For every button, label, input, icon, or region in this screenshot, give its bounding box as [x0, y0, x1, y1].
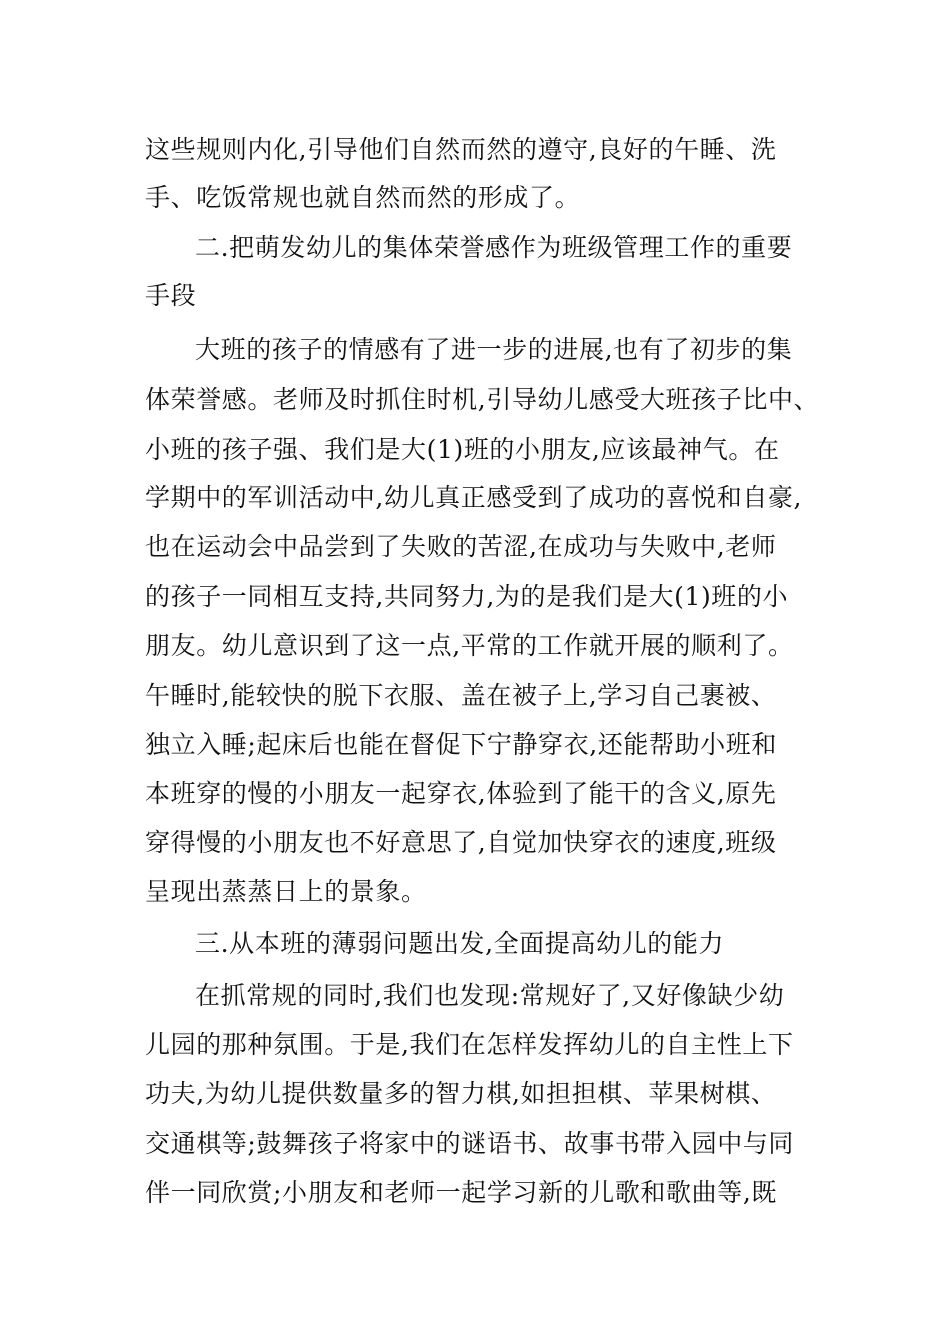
section-heading-continued: 手段 — [145, 281, 197, 310]
section-heading: 三.从本班的薄弱问题出发,全面提高幼儿的能力 — [195, 929, 725, 958]
text-line: 手、吃饭常规也就自然而然的形成了。 — [145, 183, 581, 212]
paragraph-first-line: 在抓常规的同时,我们也发现:常规好了,又好像缺少幼 — [195, 981, 785, 1010]
text-line: 交通棋等;鼓舞孩子将家中的谜语书、故事书带入园中与同 — [145, 1129, 795, 1158]
text-line: 独立入睡;起床后也能在督促下宁静穿衣,还能帮助小班和 — [145, 730, 777, 759]
text-line: 儿园的那种氛围。于是,我们在怎样发挥幼儿的自主性上下 — [145, 1030, 794, 1059]
text-line: 午睡时,能较快的脱下衣服、盖在被子上,学习自己裹被、 — [145, 681, 777, 710]
text-line: 体荣誉感。老师及时抓住时机,引导幼儿感受大班孩子比中、 — [145, 385, 820, 414]
text-line: 功夫,为幼儿提供数量多的智力棋,如担担棋、苹果树棋、 — [145, 1079, 777, 1108]
text-line: 伴一同欣赏;小朋友和老师一起学习新的儿歌和歌曲等,既 — [145, 1178, 777, 1207]
text-line: 呈现出蒸蒸日上的景象。 — [145, 877, 427, 906]
text-line: 朋友。幼儿意识到了这一点,平常的工作就开展的顺利了。 — [145, 631, 794, 660]
text-line: 学期中的军训活动中,幼儿真正感受到了成功的喜悦和自豪, — [145, 483, 803, 512]
text-line: 也在运动会中品尝到了失败的苦涩,在成功与失败中,老师 — [145, 532, 777, 561]
paragraph-first-line: 大班的孩子的情感有了进一步的进展,也有了初步的集 — [195, 335, 793, 364]
text-line: 这些规则内化,引导他们自然而然的遵守,良好的午睡、洗 — [145, 135, 777, 164]
section-heading: 二.把萌发幼儿的集体荣誉感作为班级管理工作的重要 — [195, 233, 793, 262]
text-line: 的孩子一同相互支持,共同努力,为的是我们是大(1)班的小 — [145, 582, 789, 611]
text-line: 穿得慢的小朋友也不好意思了,自觉加快穿衣的速度,班级 — [145, 828, 777, 857]
text-line: 本班穿的慢的小朋友一起穿衣,体验到了能干的含义,原先 — [145, 779, 777, 808]
text-line: 小班的孩子强、我们是大(1)班的小朋友,应该最神气。在 — [145, 435, 780, 464]
